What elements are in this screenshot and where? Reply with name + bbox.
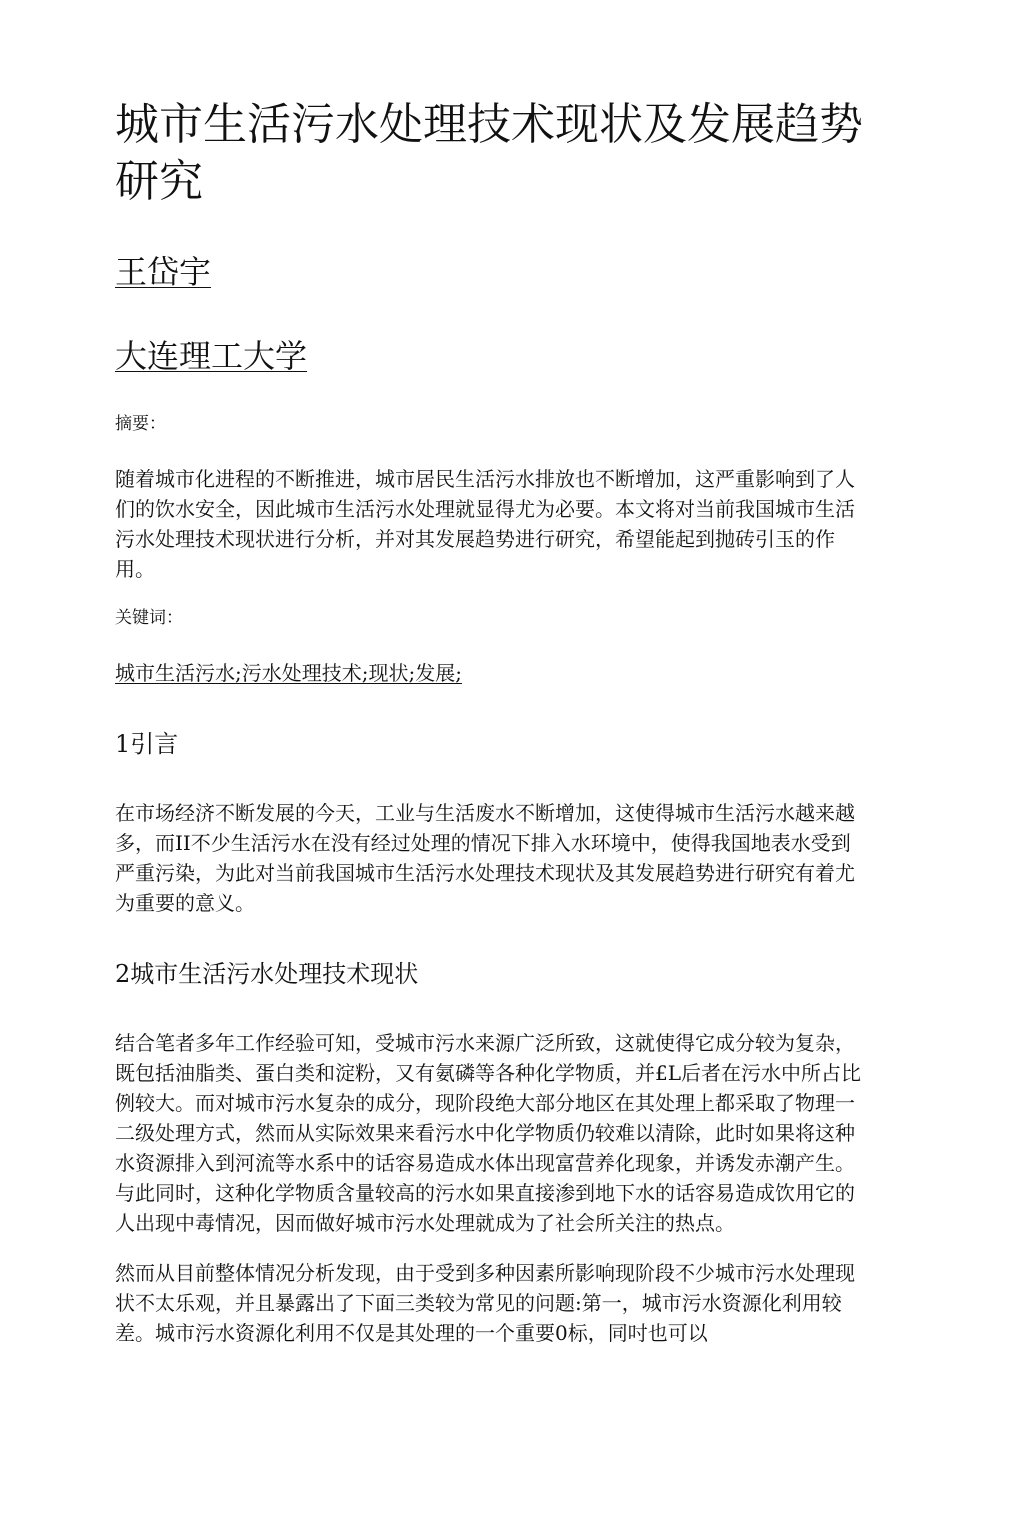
author-name[interactable]: 王岱宇	[115, 253, 212, 291]
paper-title: 城市生活污水处理技术现状及发展趋势研究	[115, 99, 863, 207]
paragraph-intro: 在市场经济不断发展的今天，工业与生活废水不断增加，这使得城市生活污水越来越多，而II不少生活污水在没有经过处理的情况下排入水环境中，使得我国地表水受到严重污染，为此对当前我国城市生活污水处理技术现状及其发展趋势进行研究有着尤为重要的意义。	[115, 801, 855, 915]
keywords-label: 关键词：	[115, 608, 183, 628]
paragraph-status-2: 然而从目前整体情况分析发现，由于受到多种因素所影响现阶段不少城市污水处理现状不太乐观，并且暴露出了下面三类较为常见的问题:第一，城市污水资源化利用较差。城市污水资源化利用不仅是其处理的一个重要0标，同吋也可以	[115, 1261, 855, 1345]
author-block	[115, 210, 895, 292]
section-heading-status: 2城市生活污水处理技术现状	[115, 960, 419, 988]
affiliation-block	[115, 292, 895, 376]
abstract-text: 随着城市化进程的不断推进，城市居民生活污水排放也不断增加，这严重影响到了人们的饮水安全，因此城市生活污水处理就显得尤为必要。本文将对当前我国城市生活污水处理技术现状进行分析，并对其发展趋势进行研究，希望能起到抛砖引玉的作用。	[115, 467, 855, 581]
paragraph-status-1: 结合笔者多年工作经验可知，受城市污水来源广泛所致，这就使得它成分较为复杂，既包括油脂类、蛋白类和淀粉，又有氨磷等各种化学物质，并£L后者在污水中所占比例较大。而对城市污水复杂的成分，现阶段绝大部分地区在其处理上都采取了物理一二级处理方式，然而从实际效果来看污水中化学物质仍较难以清除，此时如果将这种水资源排入到河流等水系中的话容易造成水体出现富营养化现象，并诱发赤潮产生。与此同时，这种化学物质含量较高的污水如果直接渗到地下水的话容易造成饮用它的人出现中毒情况，因而做好城市污水处理就成为了社会所关注的热点。	[115, 1031, 862, 1235]
keywords-block	[115, 630, 895, 688]
affiliation-name[interactable]: 大连理工大学	[115, 337, 308, 375]
section-heading-intro: 1引言	[115, 730, 179, 758]
keywords-links[interactable]: 城市生活污水;污水处理技术;现状;发展;	[115, 661, 462, 685]
abstract-label: 摘要：	[115, 414, 166, 434]
document-page	[115, 96, 895, 1348]
